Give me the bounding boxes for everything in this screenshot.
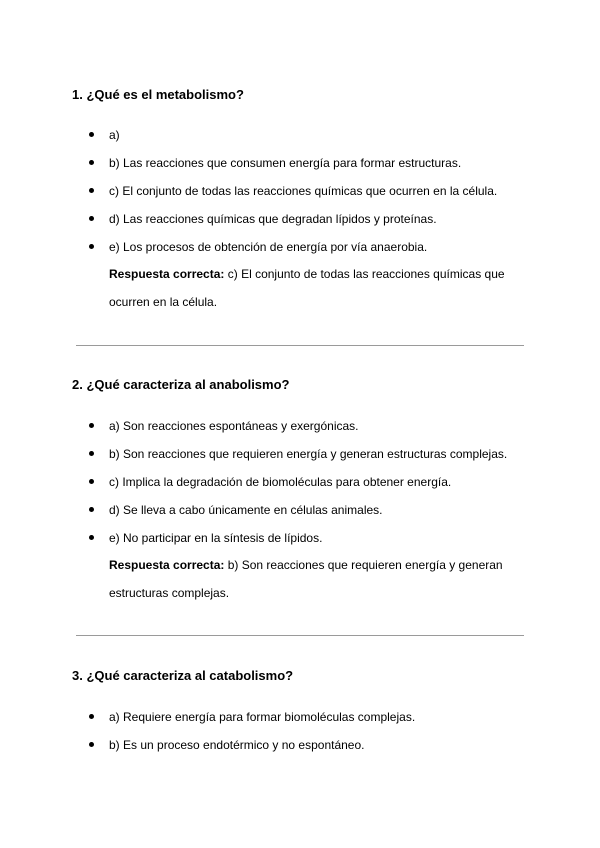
question-2-title: 2. ¿Qué caracteriza al anabolismo?: [72, 377, 290, 392]
bullet: [89, 188, 94, 193]
question-2-option-b: b) Son reacciones que requieren energía y generan estructuras complejas.: [109, 447, 508, 461]
bullet: [89, 479, 94, 484]
question-3-title: 3. ¿Qué caracteriza al catabolismo?: [72, 668, 294, 683]
bullet: [89, 244, 94, 249]
question-1-option-c: c) El conjunto de todas las reacciones químicas que ocurren en la célula.: [109, 184, 498, 198]
question-1-option-b: b) Las reacciones que consumen energía para formar estructuras.: [109, 156, 462, 170]
question-1-answer: [109, 260, 529, 316]
question-1-title: 1. ¿Qué es el metabolismo?: [72, 87, 244, 102]
divider: [76, 635, 524, 636]
bullet: [89, 507, 94, 512]
divider: [76, 345, 524, 346]
question-2-option-e: e) No participar en la síntesis de lípidos.: [109, 531, 323, 545]
bullet: [89, 714, 94, 719]
answer-label: Respuesta correcta:: [109, 558, 225, 572]
question-1-option-e: e) Los procesos de obtención de energía por vía anaerobia.: [109, 240, 428, 254]
bullet: [89, 423, 94, 428]
question-2-option-d: d) Se lleva a cabo únicamente en células animales.: [109, 503, 383, 517]
bullet: [89, 451, 94, 456]
answer-text: b) Son reacciones que requieren energía y generan estructuras complejas.: [109, 558, 503, 600]
question-2-option-c: c) Implica la degradación de biomoléculas para obtener energía.: [109, 475, 452, 489]
bullet: [89, 535, 94, 540]
question-2-answer: [109, 551, 529, 607]
bullet: [89, 132, 94, 137]
question-3-option-a: a) Requiere energía para formar biomoléculas complejas.: [109, 710, 416, 724]
question-1-option-d: d) Las reacciones químicas que degradan lípidos y proteínas.: [109, 212, 437, 226]
question-3-option-b: b) Es un proceso endotérmico y no espontáneo.: [109, 738, 365, 752]
answer-text: c) El conjunto de todas las reacciones químicas que ocurren en la célula.: [109, 267, 505, 309]
bullet: [89, 216, 94, 221]
bullet: [89, 160, 94, 165]
answer-label: Respuesta correcta:: [109, 267, 225, 281]
question-1-option-a: a): [109, 128, 120, 142]
question-2-option-a: a) Son reacciones espontáneas y exergónicas.: [109, 419, 359, 433]
bullet: [89, 742, 94, 747]
